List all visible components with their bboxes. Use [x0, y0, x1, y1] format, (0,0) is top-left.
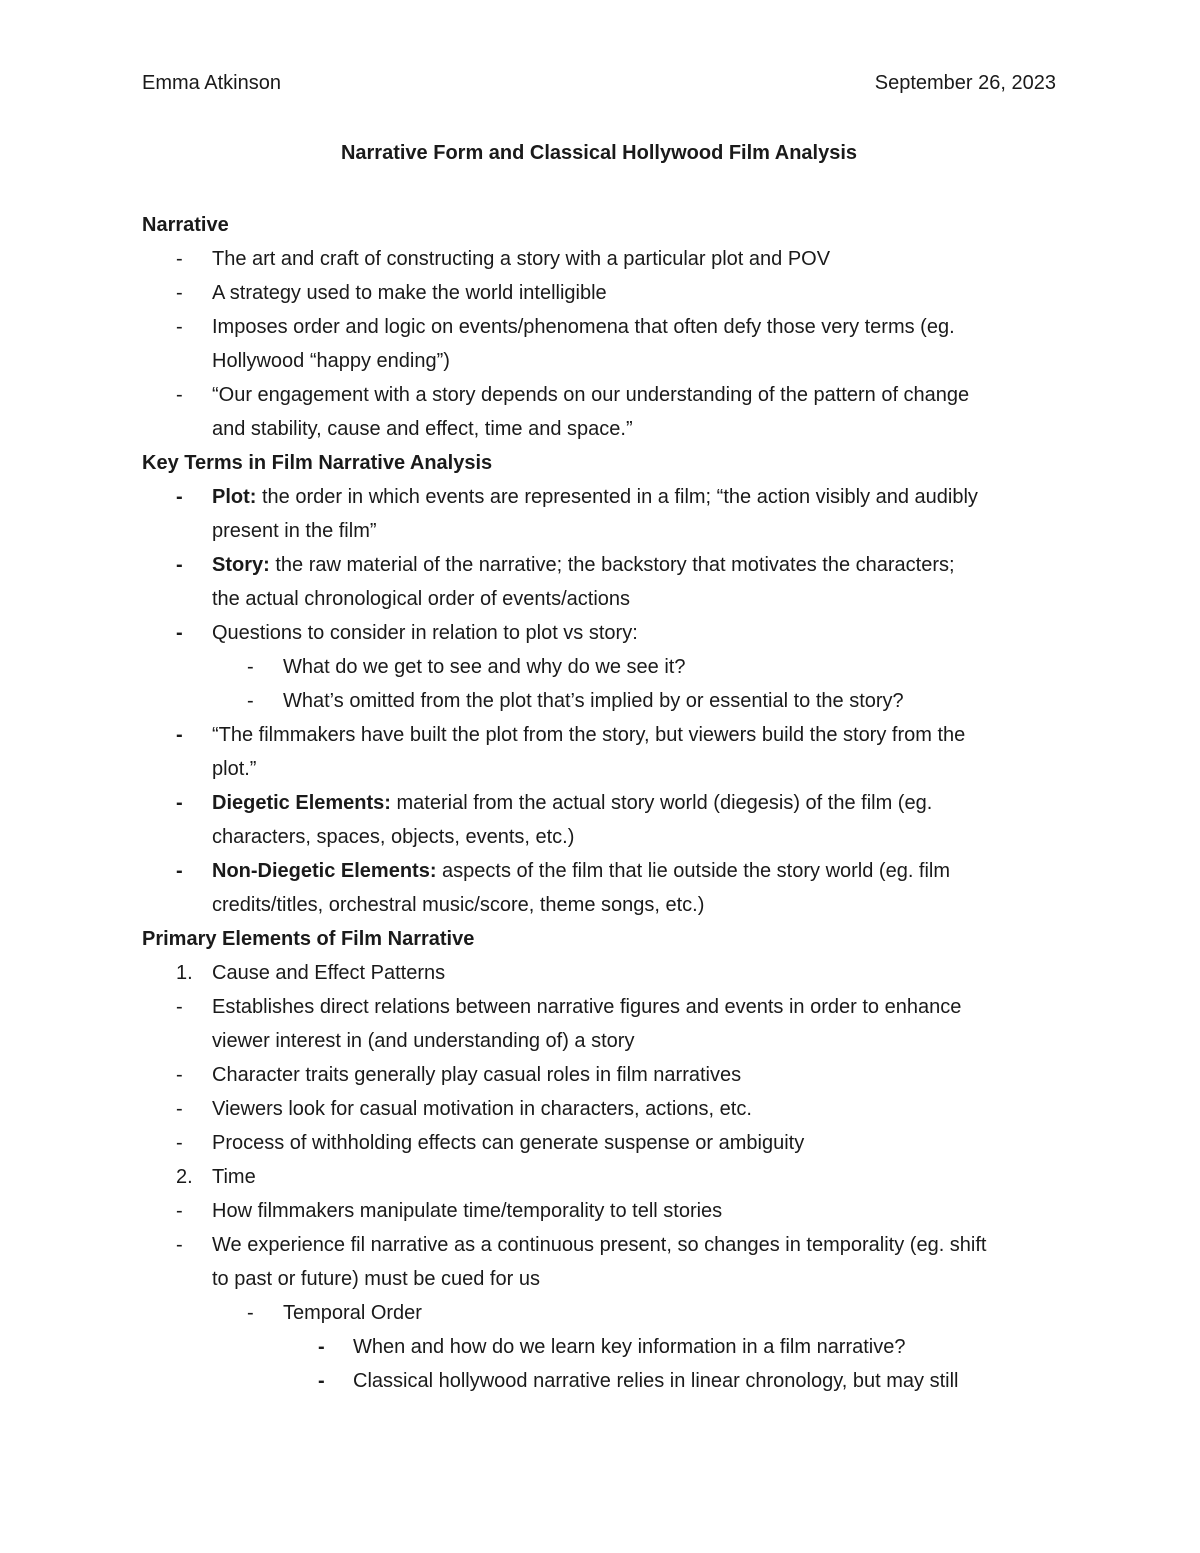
- bullet-marker: -: [176, 1234, 183, 1256]
- bullet-marker: -: [176, 248, 183, 270]
- bullet-marker: -: [247, 656, 254, 678]
- list-item: [142, 548, 1062, 582]
- list-item-text: plot.”: [212, 758, 257, 780]
- list-item-text: Process of withholding effects can generate suspense or ambiguity: [212, 1132, 805, 1154]
- list-item: [142, 718, 1062, 752]
- list-item: [142, 378, 1062, 412]
- section-heading: Key Terms in Film Narrative Analysis: [142, 452, 493, 474]
- term-definition: the raw material of the narrative; the backstory that motivates the characters;: [269, 554, 955, 576]
- bullet-marker: -: [318, 1336, 325, 1358]
- list-item: [142, 1160, 1062, 1194]
- list-item: [142, 684, 1062, 718]
- list-item-text: What do we get to see and why do we see it?: [283, 656, 686, 678]
- term-label: Diegetic Elements:: [212, 792, 391, 814]
- list-item-text: What’s omitted from the plot that’s implied by or essential to the story?: [283, 690, 904, 712]
- bullet-marker: 2.: [176, 1166, 193, 1188]
- document-title: Narrative Form and Classical Hollywood Film Analysis: [340, 142, 858, 164]
- list-item-continuation: [142, 1262, 1062, 1296]
- bullet-marker: -: [176, 724, 183, 746]
- bullet-marker: -: [176, 1132, 183, 1154]
- list-item-text: the actual chronological order of events/actions: [212, 588, 631, 610]
- list-item-text: Establishes direct relations between narrative figures and events in order to enhance: [212, 996, 962, 1018]
- list-item-text: Hollywood “happy ending”): [212, 350, 450, 372]
- list-item-text: [212, 480, 978, 514]
- list-item-continuation: [142, 514, 1062, 548]
- list-item: [142, 786, 1062, 820]
- list-item: [142, 1296, 1062, 1330]
- term-definition: material from the actual story world (diegesis) of the film (eg.: [390, 792, 933, 814]
- list-item-text: “The filmmakers have built the plot from the story, but viewers build the story from the: [212, 724, 966, 746]
- bullet-marker: -: [176, 282, 183, 304]
- document-body: [142, 208, 1062, 1398]
- bullet-marker: -: [176, 1064, 183, 1086]
- list-item: [142, 990, 1062, 1024]
- list-item-text: viewer interest in (and understanding of) a story: [212, 1030, 635, 1052]
- list-item-text: Imposes order and logic on events/phenomena that often defy those very terms (eg.: [212, 316, 955, 338]
- list-item-text: “Our engagement with a story depends on our understanding of the pattern of change: [212, 384, 970, 406]
- bullet-marker: -: [176, 554, 183, 576]
- list-item-text: credits/titles, orchestral music/score, theme songs, etc.): [212, 894, 705, 916]
- list-item: [142, 650, 1062, 684]
- list-item: [142, 854, 1062, 888]
- list-item: [142, 1194, 1062, 1228]
- bullet-marker: -: [176, 384, 183, 406]
- list-item: [142, 1058, 1062, 1092]
- list-item: [142, 1330, 1062, 1364]
- term-label: Story:: [212, 554, 270, 576]
- list-item-text: Classical hollywood narrative relies in linear chronology, but may still: [353, 1370, 959, 1392]
- list-item: [142, 1364, 1062, 1398]
- list-item-text: [212, 548, 955, 582]
- list-item-text: We experience fil narrative as a continuous present, so changes in temporality (eg. shift: [212, 1234, 987, 1256]
- list-item-continuation: [142, 752, 1062, 786]
- list-item-text: [212, 786, 932, 820]
- list-item: [142, 1228, 1062, 1262]
- list-item: [142, 956, 1062, 990]
- term-definition: the order in which events are represented in a film; “the action visibly and audibly: [256, 486, 978, 508]
- list-item: [142, 1092, 1062, 1126]
- list-item-text: present in the film”: [212, 520, 377, 542]
- list-item-continuation: [142, 888, 1062, 922]
- list-item-text: Time: [212, 1166, 256, 1188]
- term-definition: aspects of the film that lie outside the story world (eg. film: [436, 860, 951, 882]
- bullet-marker: -: [176, 792, 183, 814]
- list-item-text: Questions to consider in relation to plot vs story:: [212, 622, 638, 644]
- list-item-continuation: [142, 820, 1062, 854]
- bullet-marker: -: [176, 1200, 183, 1222]
- bullet-marker: -: [247, 1302, 254, 1324]
- list-item: [142, 310, 1062, 344]
- bullet-marker: 1.: [176, 962, 193, 984]
- list-item-continuation: [142, 582, 1062, 616]
- section-heading: Narrative: [142, 214, 229, 236]
- list-item-continuation: [142, 344, 1062, 378]
- list-item-continuation: [142, 1024, 1062, 1058]
- bullet-marker: -: [247, 690, 254, 712]
- list-item-continuation: [142, 412, 1062, 446]
- term-label: Plot:: [212, 486, 257, 508]
- bullet-marker: -: [176, 622, 183, 644]
- list-item-text: and stability, cause and effect, time and space.”: [212, 418, 633, 440]
- list-item-text: characters, spaces, objects, events, etc.): [212, 826, 575, 848]
- bullet-marker: -: [318, 1370, 325, 1392]
- section-heading: Primary Elements of Film Narrative: [142, 928, 475, 950]
- bullet-marker: -: [176, 996, 183, 1018]
- list-item-text: When and how do we learn key information in a film narrative?: [353, 1336, 906, 1358]
- bullet-marker: -: [176, 1098, 183, 1120]
- list-item-text: Cause and Effect Patterns: [212, 962, 446, 984]
- list-item-text: [212, 854, 950, 888]
- document-header: [142, 72, 1056, 100]
- list-item-text: A strategy used to make the world intelligible: [212, 282, 607, 304]
- list-item-text: Viewers look for casual motivation in characters, actions, etc.: [212, 1098, 752, 1120]
- bullet-marker: -: [176, 316, 183, 338]
- list-item-text: to past or future) must be cued for us: [212, 1268, 540, 1290]
- list-item: [142, 1126, 1062, 1160]
- list-item: [142, 616, 1062, 650]
- document-date: September 26, 2023: [874, 72, 1056, 94]
- bullet-marker: -: [176, 486, 183, 508]
- list-item: [142, 276, 1062, 310]
- bullet-marker: -: [176, 860, 183, 882]
- author-name: Emma Atkinson: [142, 72, 281, 94]
- list-item-text: How filmmakers manipulate time/temporality to tell stories: [212, 1200, 723, 1222]
- list-item: [142, 242, 1062, 276]
- list-item-text: The art and craft of constructing a story with a particular plot and POV: [212, 248, 831, 270]
- term-label: Non-Diegetic Elements:: [212, 860, 437, 882]
- list-item-text: Temporal Order: [283, 1302, 422, 1324]
- list-item: [142, 480, 1062, 514]
- list-item-text: Character traits generally play casual roles in film narratives: [212, 1064, 742, 1086]
